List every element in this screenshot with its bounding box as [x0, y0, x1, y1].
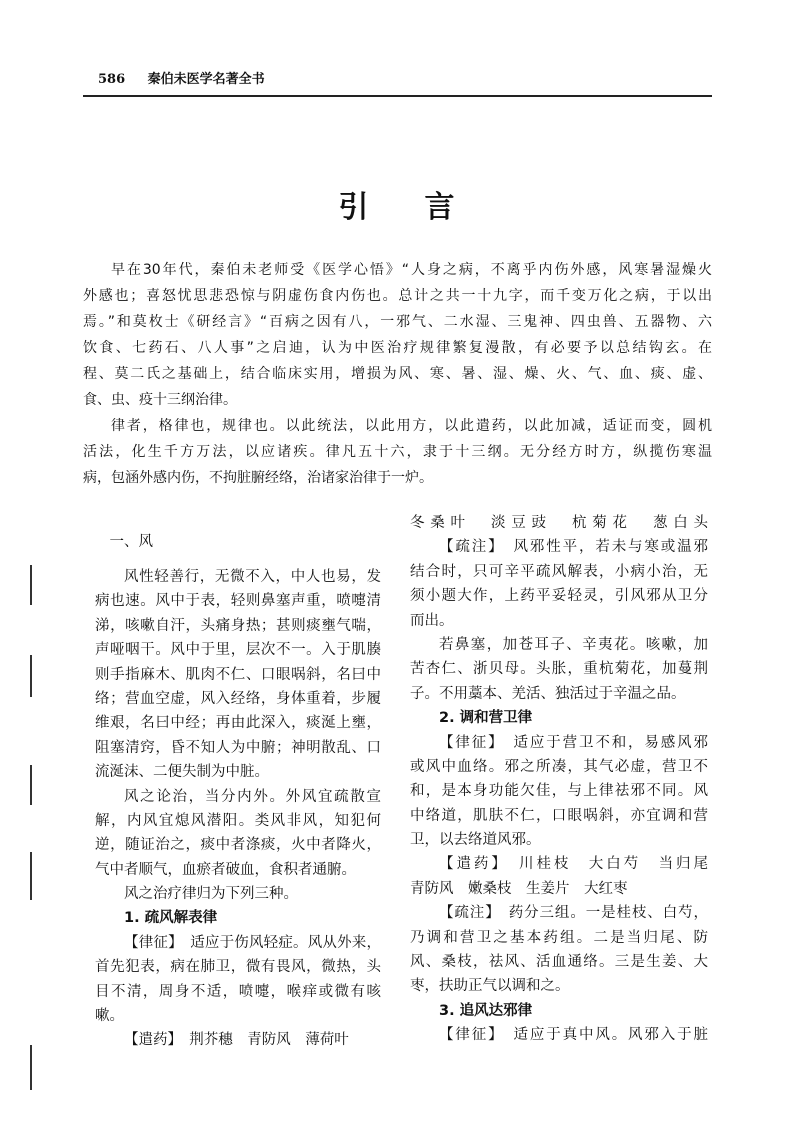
text-line: 逆，随证治之，痰中者涤痰，火中者降火，	[95, 837, 381, 854]
text-line: 【疏注】 风邪性平，若未与寒或温邪	[439, 539, 708, 556]
text-line: 冬桑叶 淡豆豉 杭菊花 葱白头	[410, 515, 708, 531]
text-line: 络；营血空虚，风入经络，身体重着，步履	[95, 690, 381, 707]
text-line: 病也速。风中于表，轻则鼻塞声重，喷嚏清	[95, 593, 381, 610]
paragraph	[95, 565, 381, 785]
running-header	[98, 68, 265, 87]
text-line: 3. 追风达邪律	[439, 1002, 533, 1019]
text-line: 早在30年代，秦伯未老师受《医学心悟》“人身之病，不离乎内伤外感，风寒暑湿燥火	[111, 262, 712, 278]
text-line: 则手指麻木、肌肉不仁、口眼㖞斜，名曰中	[95, 666, 381, 683]
text-line: 风性轻善行，无微不入，中人也易，发	[124, 569, 381, 585]
paragraph	[95, 931, 381, 1029]
text-line: 而出。	[410, 612, 454, 629]
text-line: 风之治疗律归为下列三种。	[124, 886, 298, 903]
text-line: 饮食、七药石、八人事”之启迪，认为中医治疗规律繁复漫散，有必要予以总结钩玄。在	[83, 340, 712, 356]
text-line: 和，是本身功能欠佳，与上律祛邪不同。风	[410, 783, 708, 800]
text-line: 【律征】 适应于伤风轻症。风从外来，	[124, 934, 381, 951]
text-line: 气中者顺气，血瘀者破血，食积者通腑。	[95, 861, 356, 878]
text-line: 风、桑枝，祛风、活血通络。三是生姜、大	[410, 954, 708, 971]
text-line: 首先犯表，病在肺卫，微有畏风，微热，头	[95, 959, 381, 976]
paragraph	[410, 901, 708, 999]
text-line: 【律征】 适应于营卫不和，易感风邪	[439, 734, 708, 751]
title-char: 引	[338, 190, 369, 225]
text-line: 阻塞清窍，昏不知人为中腑；神明散乱、口	[95, 739, 381, 756]
text-line: 或风中血络。邪之所凑，其气必虚，营卫不	[410, 758, 708, 775]
text-line: 1. 疏风解表律	[124, 910, 218, 927]
paragraph	[410, 1023, 708, 1047]
paragraph	[95, 785, 381, 883]
text-line: 【疏注】 药分三组。一是桂枝、白芍，	[439, 905, 708, 922]
scan-margin-mark	[30, 655, 32, 697]
text-line: 【律征】 适应于真中风。风邪入于脏	[439, 1027, 708, 1044]
scan-margin-mark	[30, 852, 32, 900]
header-rule	[83, 95, 712, 97]
text-line: 病，包涵外感内伤，不拘脏腑经络，治诸家治律于一炉。	[83, 470, 433, 486]
text-line: 程、莫二氏之基础上，结合临床实用，增损为风、寒、暑、湿、燥、火、气、血、痰、虚、	[83, 366, 712, 382]
text-line: 风之论治，当分内外。外风宜疏散宣	[124, 788, 381, 805]
paragraph	[410, 852, 708, 901]
scan-margin-mark	[30, 1045, 32, 1090]
text-line: 【遣药】 荆芥穗 青防风 薄荷叶	[124, 1032, 349, 1049]
scan-margin-mark	[30, 565, 32, 605]
paragraph	[95, 882, 381, 906]
paragraph	[83, 413, 712, 491]
text-line: 卫，以去络道风邪。	[410, 832, 541, 849]
text-line: 一、风	[109, 534, 153, 550]
text-line: 子。不用藁本、羌活、独活过于辛温之品。	[410, 685, 686, 702]
subsection-heading	[95, 906, 381, 930]
title-char: 言	[424, 190, 455, 225]
book-title: 秦伯未医学名著全书	[147, 72, 265, 87]
text-line: 青防风 嫩桑枝 生姜片 大红枣	[410, 880, 628, 897]
paragraph	[95, 1028, 381, 1052]
subsection-heading	[410, 999, 708, 1023]
text-line: 解，内风宜熄风潜阳。类风非风，知犯何	[95, 812, 381, 829]
text-line: 枣，扶助正气以调和之。	[410, 978, 570, 995]
text-line: 若鼻塞，加苍耳子、辛夷花。咳嗽，加	[439, 636, 708, 653]
text-line: 声哑咽干。风中于里，层次不一。入于肌腠	[95, 642, 381, 659]
text-line: 律者，格律也，规律也。以此统法，以此用方，以此遣药，以此加减，适证而变，圆机	[111, 418, 712, 434]
text-line: 嗽。	[95, 1008, 124, 1025]
scan-margin-mark	[30, 765, 32, 805]
text-line: 须小题大作，上药平妥轻灵，引风邪从卫分	[410, 588, 708, 605]
page-number: 586	[98, 72, 126, 87]
text-line: 目不清，周身不适，喷嚏，喉痒或微有咳	[95, 983, 381, 1000]
paragraph	[410, 731, 708, 853]
text-line: 外感也；喜怒忧思悲恐惊与阴虚伤食内伤也。总计之共一十九字，而千变万化之病，于以出	[83, 288, 712, 304]
text-line: 活法，化生千方万法，以应诸疾。律凡五十六，隶于十三纲。无分经方时方，纵揽伤寒温	[83, 444, 712, 460]
text-line: 焉。”和莫枚士《研经言》“百病之因有八，一邪气、二水湿、三鬼神、四虫兽、五器物、六	[83, 314, 712, 330]
text-line: 食、虫、疫十三纲治律。	[83, 392, 237, 408]
introduction-text	[83, 257, 712, 491]
section-heading	[95, 530, 381, 565]
left-column	[95, 530, 381, 1053]
text-line: 维艰，名曰中经；再由此深入，痰涎上壅，	[95, 715, 381, 732]
text-line: 流涎沫、二便失制为中脏。	[95, 764, 269, 781]
text-line: 中络道，肌肤不仁，口眼㖞斜，亦宜调和营	[410, 807, 708, 824]
paragraph	[410, 511, 708, 535]
text-line: 乃调和营卫之基本药组。二是当归尾、防	[410, 929, 708, 946]
paragraph	[410, 633, 708, 706]
right-column	[410, 511, 708, 1048]
paragraph	[410, 535, 708, 633]
chapter-title	[0, 182, 793, 226]
subsection-heading	[410, 706, 708, 730]
text-line: 2. 调和营卫律	[439, 710, 533, 727]
text-line: 苦杏仁、浙贝母。头胀，重杭菊花，加蔓荆	[410, 661, 708, 678]
paragraph	[83, 257, 712, 413]
text-line: 【遣药】 川桂枝 大白芍 当归尾	[439, 856, 708, 873]
text-line: 涕，咳嗽自汗，头痛身热；甚则痰壅气喘，	[95, 617, 381, 634]
text-line: 结合时，只可辛平疏风解表，小病小治，无	[410, 563, 708, 580]
